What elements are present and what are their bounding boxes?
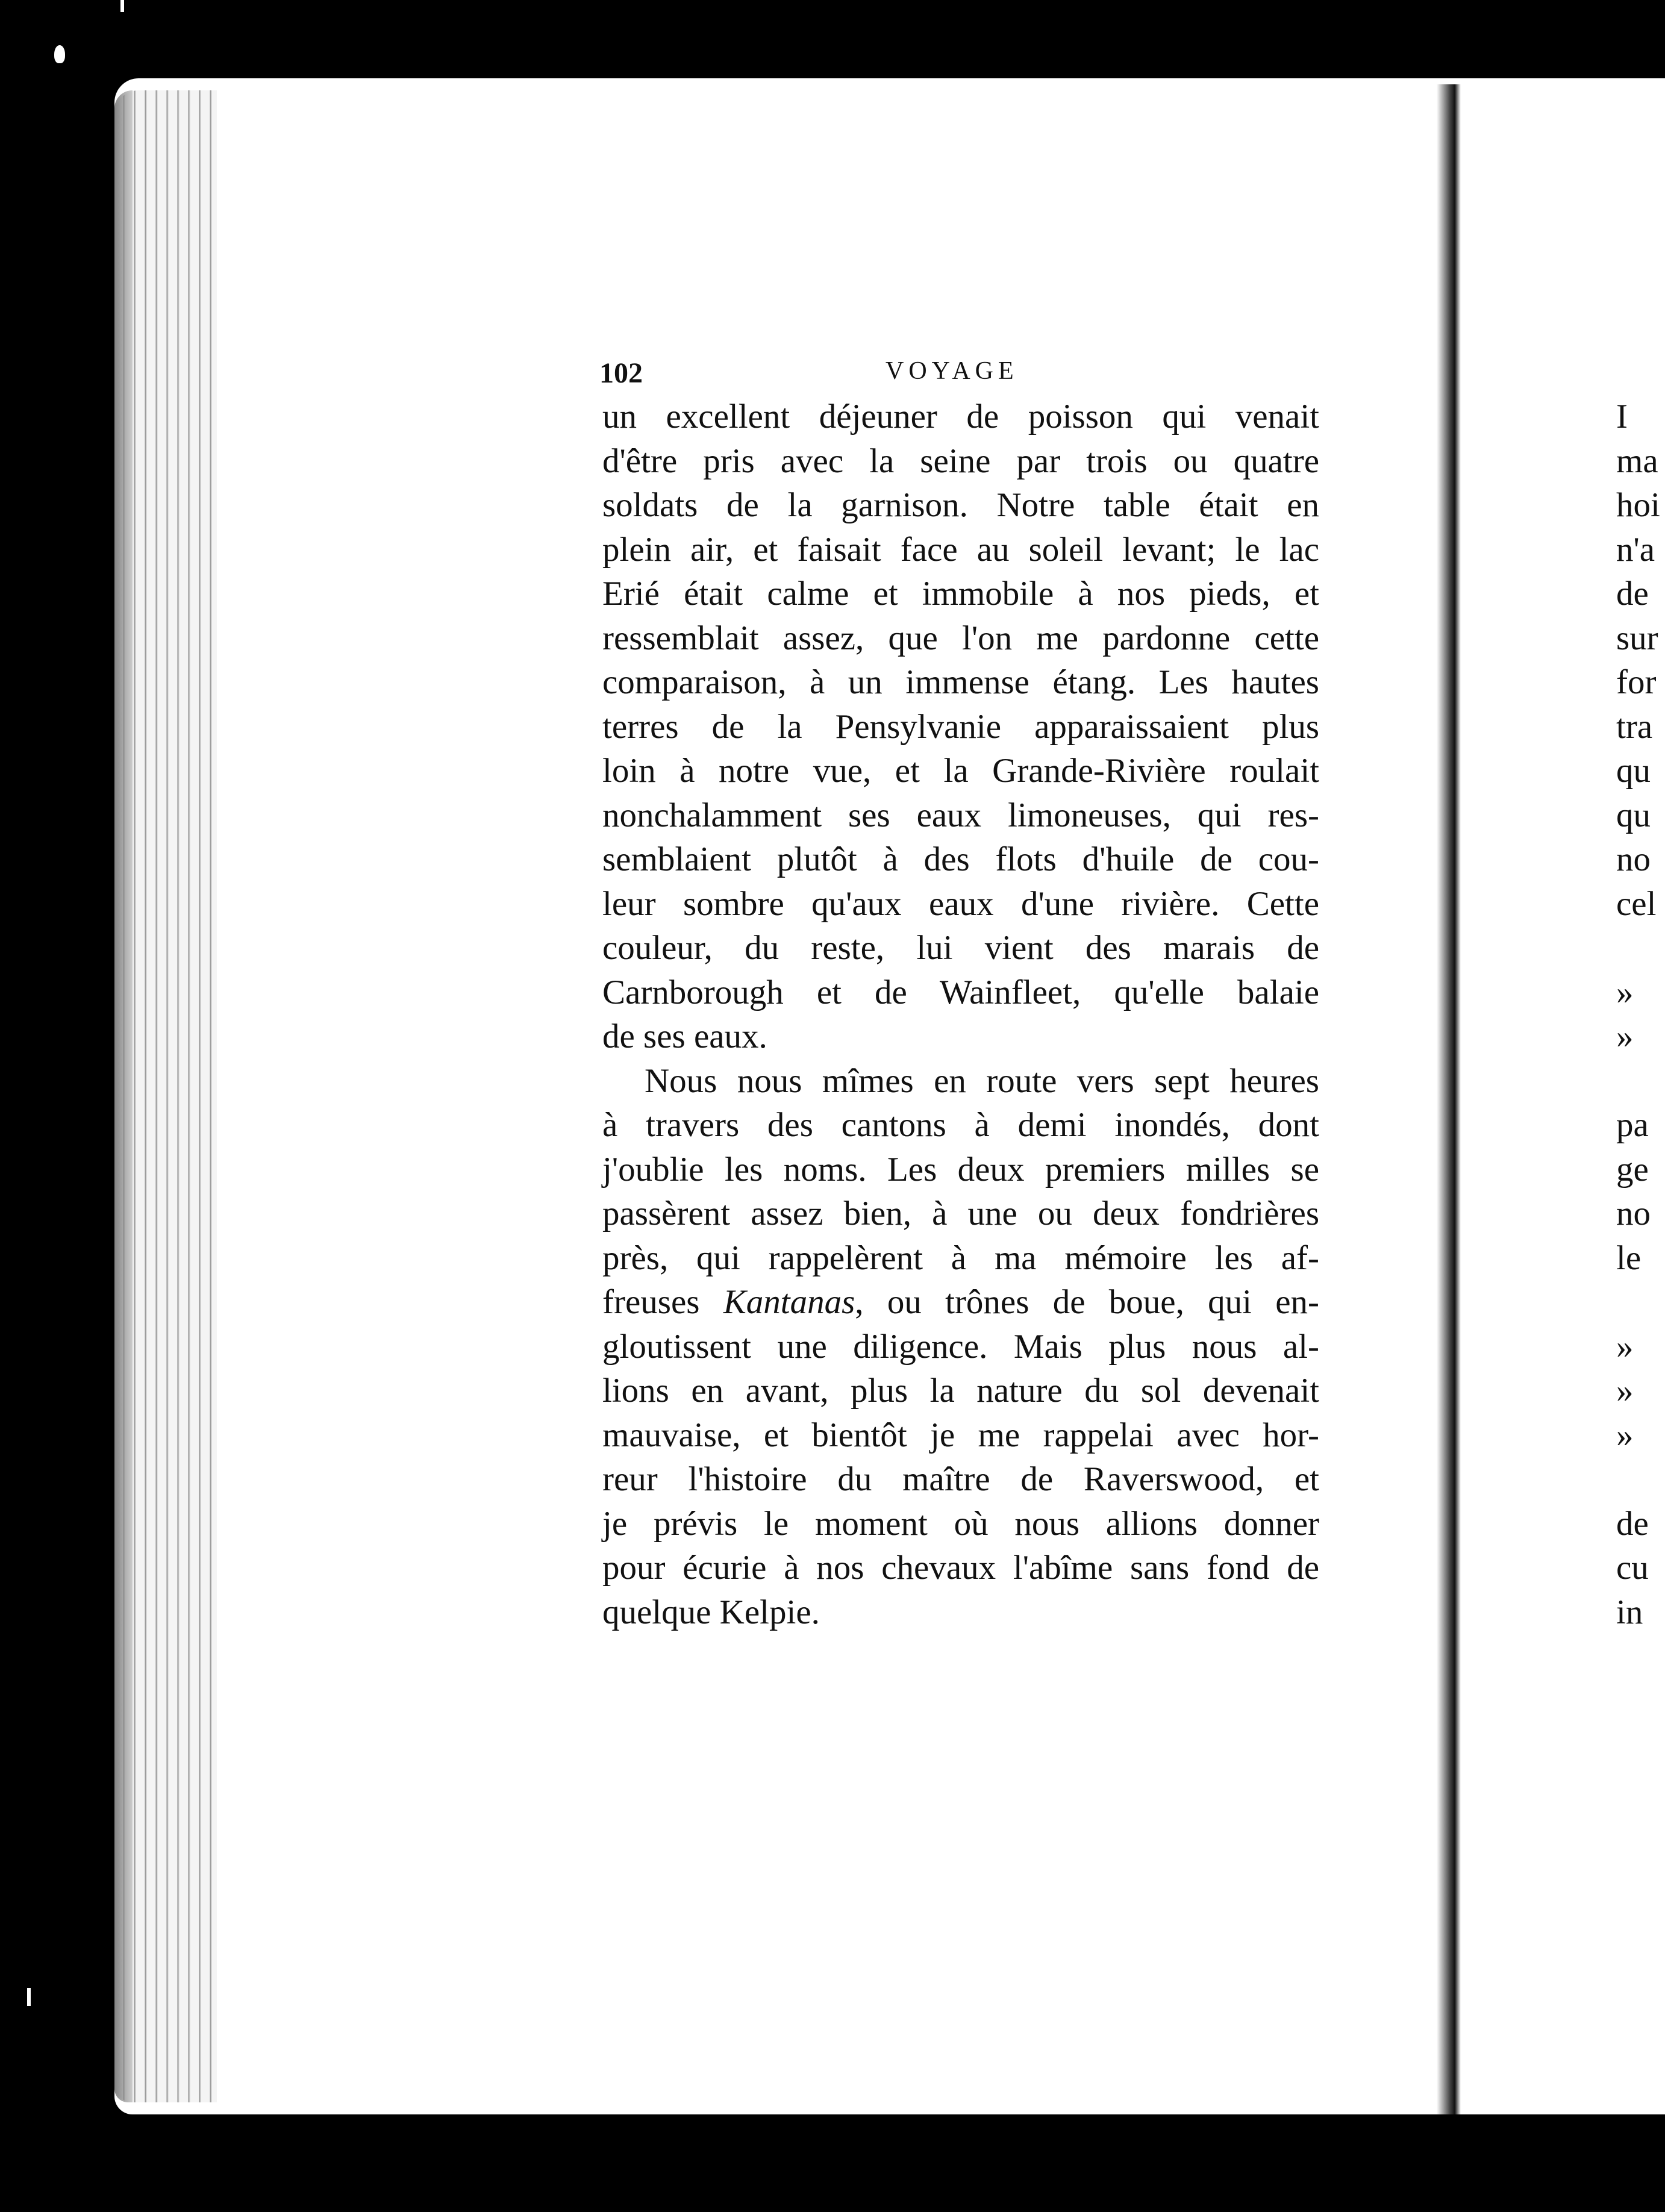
fragment-line: de bbox=[1616, 1504, 1649, 1543]
fragment-line: » bbox=[1616, 1372, 1634, 1410]
fragment-line bbox=[1616, 1059, 1665, 1104]
text-line: près, qui rappelèrent à ma mémoire les af- bbox=[602, 1239, 1319, 1277]
text-line: quelque Kelpie. bbox=[602, 1593, 820, 1631]
fragment-line: sur bbox=[1616, 619, 1658, 657]
page-edge-shadow bbox=[114, 90, 133, 2102]
fragment-line: pa bbox=[1616, 1106, 1649, 1144]
page-number: 102 bbox=[599, 357, 643, 389]
text-line: à travers des cantons à demi inondés, dont bbox=[602, 1106, 1319, 1144]
text-line: j'oublie les noms. Les deux premiers milles se bbox=[602, 1150, 1319, 1189]
running-head bbox=[599, 357, 1322, 393]
fragment-line: qu bbox=[1616, 752, 1651, 790]
text-line: ressemblait assez, que l'on me pardonne cette bbox=[602, 619, 1319, 657]
text-line: couleur, du reste, lui vient des marais de bbox=[602, 929, 1319, 967]
scan-speck bbox=[54, 45, 65, 63]
text-line: pour écurie à nos chevaux l'abîme sans fond de bbox=[602, 1549, 1319, 1587]
fragment-line: » bbox=[1616, 1327, 1634, 1366]
text-line: Carnborough et de Wainfleet, qu'elle balaie bbox=[602, 973, 1319, 1011]
text-line: terres de la Pensylvanie apparaissaient plus bbox=[602, 707, 1319, 746]
text-line: Erié était calme et immobile à nos pieds, et bbox=[602, 575, 1319, 613]
fragment-line: » bbox=[1616, 1017, 1634, 1055]
text-line: Nous nous mîmes en route vers sept heures bbox=[645, 1061, 1319, 1100]
text-line: d'être pris avec la seine par trois ou quatre bbox=[602, 442, 1319, 480]
text-line: gloutissent une diligence. Mais plus nous al- bbox=[602, 1327, 1319, 1366]
fragment-line bbox=[1616, 926, 1665, 970]
text-fragment: freuses bbox=[602, 1283, 700, 1321]
scan-speck bbox=[120, 0, 124, 12]
text-line: un excellent déjeuner de poisson qui venait bbox=[602, 398, 1319, 436]
fragment-line: in bbox=[1616, 1593, 1643, 1631]
scan-speck bbox=[27, 1988, 31, 2006]
text-line: de ses eaux. bbox=[602, 1017, 767, 1055]
fragment-line: cel bbox=[1616, 884, 1657, 923]
fragment-line: I bbox=[1616, 398, 1628, 436]
fragment-line: for bbox=[1616, 663, 1657, 701]
fragment-line: no bbox=[1616, 840, 1651, 878]
italic-term: Kantanas bbox=[723, 1283, 855, 1321]
text-line: semblaient plutôt à des flots d'huile de cou- bbox=[602, 840, 1319, 878]
fragment-line: » bbox=[1616, 1416, 1634, 1454]
text-line: leur sombre qu'aux eaux d'une rivière. Cette bbox=[602, 884, 1319, 923]
text-line: reur l'histoire du maître de Raverswood, et bbox=[602, 1460, 1319, 1498]
fragment-line: ge bbox=[1616, 1150, 1649, 1189]
text-line: je prévis le moment où nous allions donner bbox=[602, 1504, 1319, 1543]
fragment-line: no bbox=[1616, 1195, 1651, 1233]
fragment-line: » bbox=[1616, 973, 1634, 1011]
text-line: plein air, et faisait face au soleil levant; le lac bbox=[602, 530, 1319, 569]
text-fragment: , ou trônes de boue, qui en- bbox=[855, 1283, 1320, 1321]
right-page-text-fragments bbox=[1616, 395, 1665, 1634]
fragment-line: ma bbox=[1616, 442, 1658, 480]
text-line: loin à notre vue, et la Grande-Rivière roulait bbox=[602, 752, 1319, 790]
text-line: lions en avant, plus la nature du sol devenait bbox=[602, 1372, 1319, 1410]
text-line: soldats de la garnison. Notre table était en bbox=[602, 486, 1319, 524]
body-text bbox=[602, 395, 1319, 1634]
text-line-with-italic bbox=[602, 1280, 1319, 1325]
fragment-line bbox=[1616, 1280, 1665, 1325]
running-title: VOYAGE bbox=[886, 357, 1019, 385]
fragment-line bbox=[1616, 1457, 1665, 1502]
text-line: nonchalamment ses eaux limoneuses, qui res- bbox=[602, 796, 1319, 834]
text-line: mauvaise, et bientôt je me rappelai avec hor- bbox=[602, 1416, 1319, 1454]
fragment-line: tra bbox=[1616, 707, 1653, 746]
fragment-line: qu bbox=[1616, 796, 1651, 834]
book-gutter bbox=[1437, 84, 1461, 2114]
text-line: passèrent assez bien, à une ou deux fondrières bbox=[602, 1195, 1319, 1233]
fragment-line: de bbox=[1616, 575, 1649, 613]
text-line: comparaison, à un immense étang. Les hautes bbox=[602, 663, 1319, 701]
fragment-line: cu bbox=[1616, 1549, 1649, 1587]
fragment-line: n'a bbox=[1616, 530, 1655, 569]
fragment-line: le bbox=[1616, 1239, 1642, 1277]
fragment-line: hoi bbox=[1616, 486, 1660, 524]
